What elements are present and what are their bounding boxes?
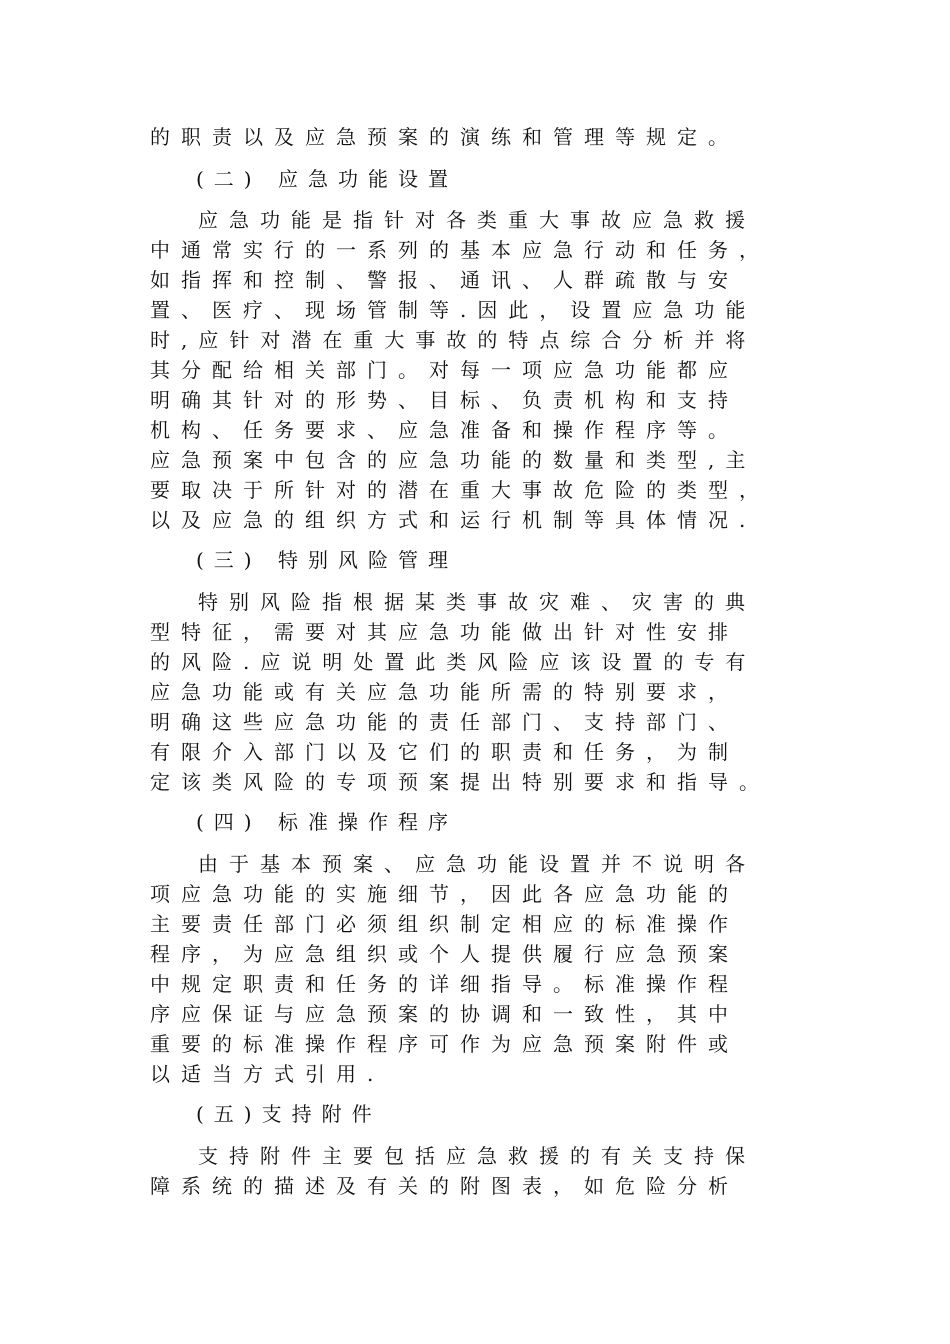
section-heading: (四) 标准操作程序 xyxy=(196,810,458,834)
body-line: 如指挥和控制、警报、通讯、人群疏散与安 xyxy=(150,268,739,292)
paragraph-first-line: 应急功能是指针对各类重大事故应急救援 xyxy=(198,208,756,232)
body-line: 应急功能或有关应急功能所需的特别要求， xyxy=(150,680,739,704)
body-line: 定该类风险的专项预案提出特别要求和指导。 xyxy=(150,770,770,794)
body-line: 应急预案中包含的应急功能的数量和类型,主 xyxy=(150,448,757,472)
body-line: 机构、任务要求、应急准备和操作程序等。 xyxy=(150,418,739,442)
body-line: 以及应急的组织方式和运行机制等具体情况. xyxy=(150,508,757,532)
body-line: 的风险.应说明处置此类风险应该设置的专有 xyxy=(150,650,757,674)
body-line: 程序，为应急组织或个人提供履行应急预案 xyxy=(150,942,739,966)
paragraph-first-line: 特别风险指根据某类事故灾难、灾害的典 xyxy=(198,590,756,614)
body-line: 其分配给相关部门。对每一项应急功能都应 xyxy=(150,358,739,382)
body-line: 中规定职责和任务的详细指导。标准操作程 xyxy=(150,972,739,996)
section-heading: (五)支持附件 xyxy=(196,1102,382,1126)
body-line: 中通常实行的一系列的基本应急行动和任务， xyxy=(150,238,770,262)
body-line: 要取决于所针对的潜在重大事故危险的类型， xyxy=(150,478,770,502)
body-line: 序应保证与应急预案的协调和一致性，其中 xyxy=(150,1002,739,1026)
body-line: 明确其针对的形势、目标、负责机构和支持 xyxy=(150,388,739,412)
body-line: 型特征，需要对其应急功能做出针对性安排 xyxy=(150,620,739,644)
section-heading: (三) 特别风险管理 xyxy=(196,548,458,572)
body-line: 障系统的描述及有关的附图表，如危险分析 xyxy=(150,1174,739,1198)
paragraph-first-line: 由于基本预案、应急功能设置并不说明各 xyxy=(198,852,756,876)
body-line: 主要责任部门必须组织制定相应的标准操作 xyxy=(150,912,739,936)
paragraph-first-line: 支持附件主要包括应急救援的有关支持保 xyxy=(198,1144,756,1168)
body-line: 置、医疗、现场管制等.因此，设置应急功能 xyxy=(150,298,757,322)
body-line: 以适当方式引用. xyxy=(150,1062,385,1086)
body-line: 项应急功能的实施细节，因此各应急功能的 xyxy=(150,882,739,906)
body-line: 的职责以及应急预案的演练和管理等规定。 xyxy=(150,125,739,149)
body-line: 重要的标准操作程序可作为应急预案附件或 xyxy=(150,1032,739,1056)
body-line: 时,应针对潜在重大事故的特点综合分析并将 xyxy=(150,328,757,352)
section-heading: (二) 应急功能设置 xyxy=(196,167,458,191)
body-line: 明确这些应急功能的责任部门、支持部门、 xyxy=(150,710,739,734)
body-line: 有限介入部门以及它们的职责和任务，为制 xyxy=(150,740,739,764)
